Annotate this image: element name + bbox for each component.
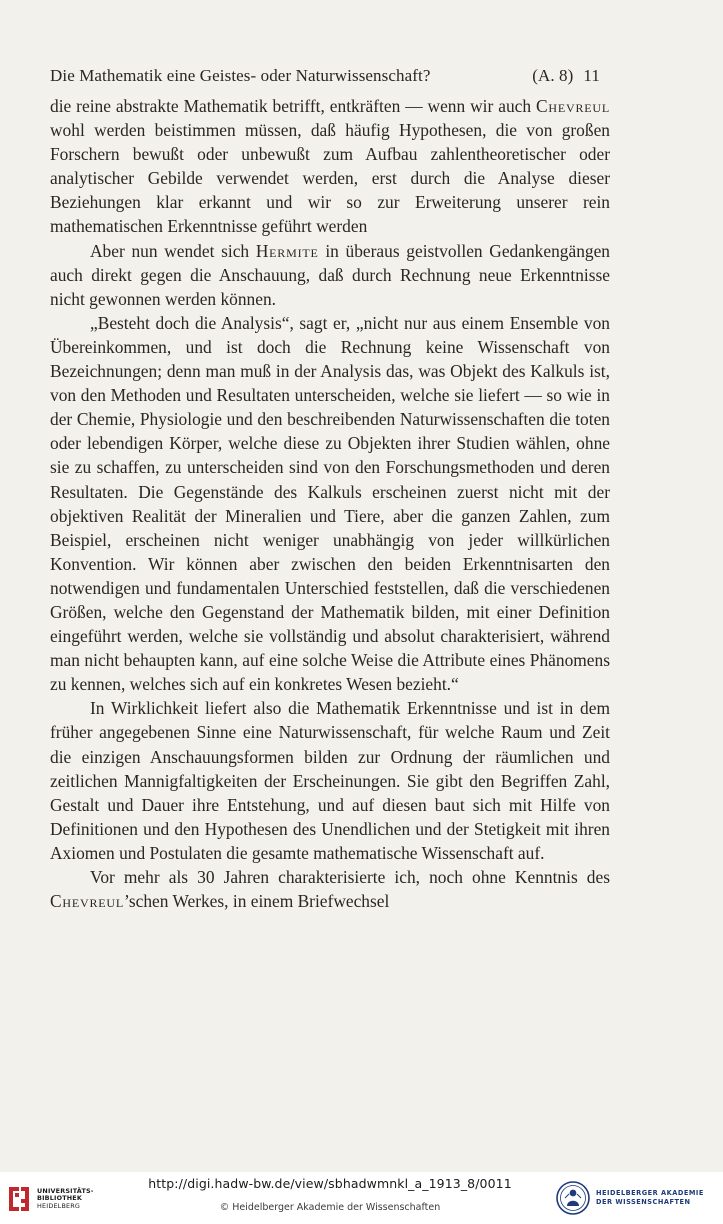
academy-logo-text	[596, 1189, 704, 1207]
paragraph-2-text-a: Aber nun wendet sich	[90, 240, 256, 261]
running-head-right	[532, 66, 600, 86]
library-logo-text	[37, 1188, 94, 1211]
paragraph-2-text-b: in überaus geistvollen Gedankengängen auch direkt gegen die Anschauung, daß durch Rechnung neue Erkenntnisse nicht gewonnen werden können.	[50, 240, 610, 309]
running-head-title: Die Mathematik eine Geistes- oder Naturwissenschaft?	[50, 66, 431, 85]
academy-logo-line-2: DER WISSENSCHAFTEN	[596, 1198, 691, 1206]
library-logo-line-3: HEIDELBERG	[37, 1201, 81, 1210]
paragraph-5-text-a: Vor mehr als 30 Jahren charakterisierte ich, noch ohne Kenntnis des	[90, 867, 610, 887]
paragraph-1-text-a: die reine abstrakte Mathematik betrifft, entkräften — wenn wir auch	[50, 96, 536, 116]
paragraph-2	[50, 239, 610, 311]
library-logo-line-2: BIBLIOTHEK	[37, 1194, 83, 1203]
footer-bar	[0, 1172, 723, 1224]
paragraph-1	[50, 94, 610, 239]
academy-logo[interactable]	[556, 1179, 721, 1217]
library-logo[interactable]	[6, 1180, 121, 1218]
author-name-hermite: Hermite	[255, 240, 319, 261]
paragraph-5-text-b: ’schen Werkes, in einem Briefwechsel	[124, 891, 390, 912]
library-logo-line-1: UNIVERSITÄTS-	[37, 1186, 94, 1195]
author-name-chevreul: Chevreul	[536, 96, 610, 116]
hadw-seal-icon	[556, 1181, 590, 1215]
running-head-ref: (A. 8)	[532, 66, 574, 85]
body-text	[50, 94, 610, 913]
page-number: 11	[583, 66, 600, 85]
paragraph-1-text-b: wohl werden beistimmen müssen, daß häufig Hypothesen, die von großen Forschern bewußt oder unbewußt zum Aufbau zahlentheoretischer oder analytischer Gebilde verwendet werden, erst durch die Analyse dieser Beziehungen klar erkannt und wir so zur Erweiterung unserer rein mathematischen Erkenntnisse geführt werden	[50, 120, 610, 237]
running-head	[50, 66, 600, 86]
copyright-notice: © Heidelberger Akademie der Wissenschaften	[219, 1202, 441, 1213]
ub-heidelberg-logo-icon	[6, 1183, 32, 1215]
author-name-chevreul-2: Chevreul	[50, 891, 124, 912]
permalink-url[interactable]: http://digi.hadw-bw.de/view/sbhadwmnkl_a_1913_8/0011	[148, 1176, 512, 1191]
paragraph-4: In Wirklichkeit liefert also die Mathematik Erkenntnisse und ist in dem früher angegebenen Sinne eine Naturwissenschaft, für welche Raum und Zeit die einzigen Anschauungsformen bilden zur Ordnung der räumlichen und zeitlichen Mannigfaltigkeiten der Erscheinungen. Sie gibt den Begriffen Zahl, Gestalt und Dauer ihre Entstehung, und auf diesen baut sich mit Hilfe von Definitionen und den Hypothesen des Unendlichen und der Stetigkeit mit ihren Axiomen und Postulaten die gesamte mathematische Wissenschaft auf.	[50, 698, 610, 863]
paragraph-3-quote: „Besteht doch die Analysis“, sagt er, „nicht nur aus einem Ensemble von Übereinkommen, und ist doch die Rechnung keine Wissenschaft von Bezeichnungen; denn man muß in der Analysis das, was Objekt des Kalkuls ist, von den Methoden und Resultaten unterscheiden, welche sie liefert — so wie in der Chemie, Physiologie und den beschreibenden Naturwissenschaften die toten oder lebendigen Körper, welche diese zu Objekten ihrer Studien wählen, ohne sie zu schaffen, zu unterscheiden sind von den Forschungsmethoden und deren Resultaten. Die Gegenstände des Kalkuls erscheinen zuerst nicht mit der objektiven Realität der Mineralien und Tiere, aber die ganzen Zahlen, zum Beispiel, erscheinen nicht weniger unabhängig von jeder willkürlichen Konvention. Wir können aber zwischen den beiden Erkenntnisarten den notwendigen und fundamentalen Unterschied feststellen, daß die verschiedenen Größen, welche den Gegenstand der Mathematik bilden, mit einer Definition eingeführt werden, welche sie vollständig und absolut charakterisiert, während man nicht behaupten kann, auf eine solche Weise die Attribute eines Phänomens zu kennen, welches sich auf ein konkretes Wesen bezieht.“	[50, 312, 610, 695]
academy-logo-line-1: HEIDELBERGER AKADEMIE	[596, 1189, 704, 1197]
paragraph-5	[50, 865, 610, 913]
